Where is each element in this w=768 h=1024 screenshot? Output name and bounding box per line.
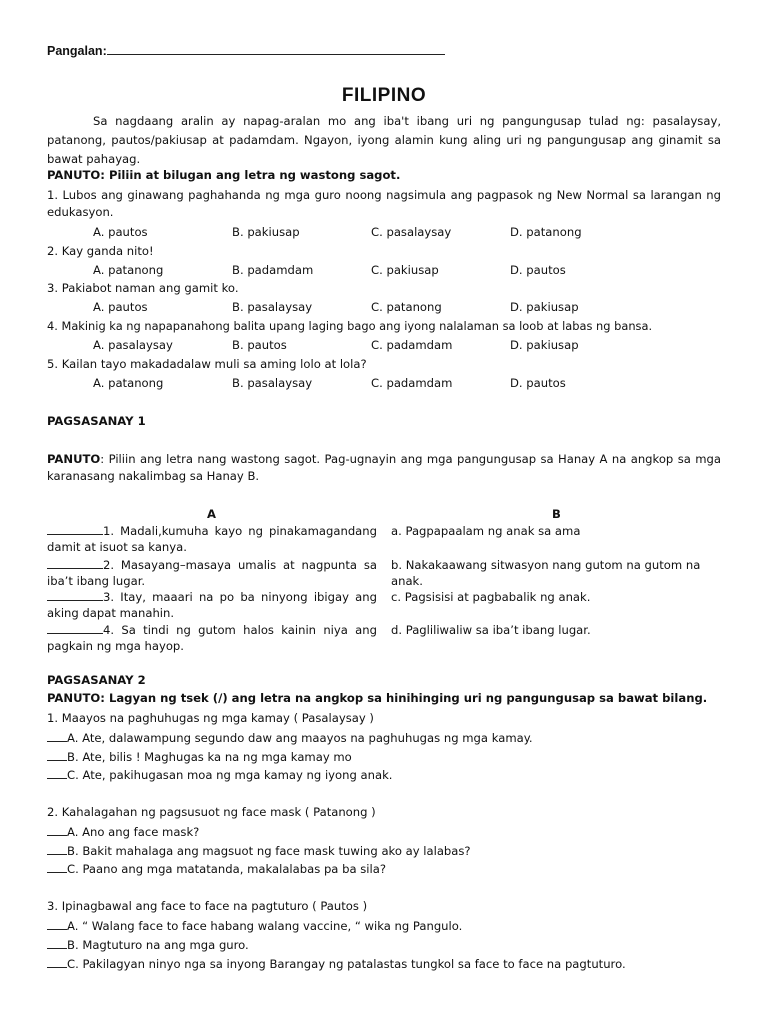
quiz-q1-option-d[interactable]: D. patanong [510, 225, 582, 239]
choice-text: B. Bakit mahalaga ang magsuot ng face mask tuwing ako ay lalabas? [67, 844, 471, 858]
quiz-directions: PANUTO: Piliin at bilugan ang letra ng wastong sagot. [47, 168, 401, 182]
quiz-q1-options [47, 225, 721, 244]
p2-q1-choice-b[interactable] [47, 749, 352, 764]
pagsasanay1-directions [47, 451, 721, 484]
choice-text: C. Pakilagyan ninyo nga sa inyong Barangay ng patalastas tungkol sa face to face na pagtuturo. [67, 957, 626, 971]
quiz-q5: 5. Kailan tayo makadadalaw muli sa aming lolo at lola? [47, 357, 367, 371]
match-choice-c: c. Pagsisisi at pagbabalik ng anak. [391, 590, 591, 604]
quiz-q4: 4. Makinig ka ng napapanahong balita upang laging bago ang iyong nalalaman sa loob at labas ng bansa. [47, 319, 653, 333]
quiz-q1-option-b[interactable]: B. pakiusap [232, 225, 300, 239]
choice-text: C. Ate, pakihugasan moa ng mga kamay ng iyong anak. [67, 768, 393, 782]
quiz-q2-option-c[interactable]: C. pakiusap [371, 263, 439, 277]
check-blank[interactable] [47, 956, 67, 968]
check-blank[interactable] [47, 730, 67, 742]
quiz-q3-options [47, 300, 721, 319]
match-item-1-text: 1. Madali,kumuha kayo ng pinakamagandang damit at isuot sa kanya. [47, 524, 377, 554]
choice-text: B. Ate, bilis ! Maghugas ka na ng mga kamay mo [67, 750, 352, 764]
quiz-q3-option-b[interactable]: B. pasalaysay [232, 300, 313, 314]
match-choice-b: b. Nakakaawang sitwasyon nang gutom na gutom na anak. [391, 558, 701, 588]
name-label: Pangalan: [47, 44, 107, 58]
quiz-q2-option-a[interactable]: A. patanong [93, 263, 164, 277]
name-field[interactable] [47, 44, 445, 58]
quiz-q4-option-c[interactable]: C. padamdam [371, 338, 453, 352]
p2-q2: 2. Kahalagahan ng pagsusuot ng face mask ( Patanong ) [47, 805, 376, 819]
p2-q3: 3. Ipinagbawal ang face to face na pagtuturo ( Pautos ) [47, 899, 368, 913]
quiz-q3-option-d[interactable]: D. pakiusap [510, 300, 579, 314]
quiz-q3-option-a[interactable]: A. pautos [93, 300, 148, 314]
quiz-q4-option-b[interactable]: B. pautos [232, 338, 287, 352]
check-blank[interactable] [47, 767, 67, 779]
quiz-q2-options [47, 263, 721, 282]
pagsasanay2-heading: PAGSASANAY 2 [47, 673, 146, 687]
quiz-q2-option-b[interactable]: B. padamdam [232, 263, 314, 277]
match-item-2-text: 2. Masayang–masaya umalis at nagpunta sa iba’t ibang lugar. [47, 558, 377, 588]
check-blank[interactable] [47, 749, 67, 761]
pagsasanay1-directions-label: PANUTO [47, 452, 101, 466]
match-item-4-text: 4. Sa tindi ng gutom halos kainin niya ang pagkain ng mga hayop. [47, 623, 377, 653]
answer-blank[interactable] [47, 622, 103, 634]
check-blank[interactable] [47, 861, 67, 873]
quiz-q4-option-a[interactable]: A. pasalaysay [93, 338, 173, 352]
check-blank[interactable] [47, 918, 67, 930]
quiz-q5-option-c[interactable]: C. padamdam [371, 376, 453, 390]
match-item-1 [47, 523, 377, 555]
choice-text: A. “ Walang face to face habang walang vaccine, “ wika ng Pangulo. [67, 919, 463, 933]
p2-q3-choice-a[interactable] [47, 918, 462, 933]
match-item-3-text: 3. Itay, maaari na po ba ninyong ibigay ang aking dapat manahin. [47, 590, 377, 620]
match-choice-a: a. Pagpapaalam ng anak sa ama [391, 524, 581, 538]
quiz-q5-option-b[interactable]: B. pasalaysay [232, 376, 313, 390]
pagsasanay1-directions-text: : Piliin ang letra nang wastong sagot. Pag-ugnayin ang mga pangungusap sa Hanay A na angkop sa mga karanasang nakalimbag sa Hanay B. [47, 452, 721, 483]
quiz-q3-option-c[interactable]: C. patanong [371, 300, 442, 314]
pagsasanay1-heading: PAGSASANAY 1 [47, 414, 146, 428]
column-a-header: A [207, 507, 216, 521]
match-item-2 [47, 557, 377, 589]
quiz-q5-option-a[interactable]: A. patanong [93, 376, 164, 390]
check-blank[interactable] [47, 824, 67, 836]
answer-blank[interactable] [47, 589, 103, 601]
p2-q3-choice-c[interactable] [47, 956, 626, 971]
quiz-q5-options [47, 376, 721, 395]
p2-q2-choice-b[interactable] [47, 843, 471, 858]
quiz-q1-option-c[interactable]: C. pasalaysay [371, 225, 452, 239]
pagsasanay2-directions: PANUTO: Lagyan ng tsek (/) ang letra na angkop sa hinihinging uri ng pangungusap sa bawat bilang. [47, 691, 708, 705]
check-blank[interactable] [47, 843, 67, 855]
match-choice-d: d. Pagliliwaliw sa iba’t ibang lugar. [391, 623, 591, 637]
quiz-q2-option-d[interactable]: D. pautos [510, 263, 566, 277]
choice-text: B. Magtuturo na ang mga guro. [67, 938, 249, 952]
quiz-q1-option-a[interactable]: A. pautos [93, 225, 148, 239]
answer-blank[interactable] [47, 557, 103, 569]
quiz-q4-options [47, 338, 721, 357]
quiz-q1: 1. Lubos ang ginawang paghahanda ng mga guro noong nagsimula ang pagpasok ng New Normal sa larangan ng edukasyon. [47, 188, 721, 219]
quiz-q2: 2. Kay ganda nito! [47, 244, 154, 258]
page-title: FILIPINO [341, 85, 427, 106]
name-blank-line[interactable] [107, 44, 445, 55]
choice-text: A. Ate, dalawampung segundo daw ang maayos na paghuhugas ng mga kamay. [67, 731, 533, 745]
p2-q1: 1. Maayos na paghuhugas ng mga kamay ( Pasalaysay ) [47, 711, 374, 725]
choice-text: A. Ano ang face mask? [67, 825, 200, 839]
p2-q1-choice-a[interactable] [47, 730, 533, 745]
intro-paragraph: Sa nagdaang aralin ay napag-aralan mo ang iba't ibang uri ng pangungusap tulad ng: pasalaysay, patanong, pautos/pakiusap at padamdam. Ngayon, iyong alamin kung aling uri ng pangungusap ang ginamit sa bawat pahayag. [47, 114, 721, 166]
check-blank[interactable] [47, 937, 67, 949]
quiz-q5-option-d[interactable]: D. pautos [510, 376, 566, 390]
match-item-4 [47, 622, 377, 654]
quiz-q3: 3. Pakiabot naman ang gamit ko. [47, 281, 239, 295]
p2-q2-choice-a[interactable] [47, 824, 199, 839]
choice-text: C. Paano ang mga matatanda, makalalabas pa ba sila? [67, 862, 386, 876]
p2-q3-choice-b[interactable] [47, 937, 249, 952]
column-b-header: B [552, 507, 561, 521]
p2-q1-choice-c[interactable] [47, 767, 392, 782]
p2-q2-choice-c[interactable] [47, 861, 386, 876]
match-item-3 [47, 589, 377, 621]
answer-blank[interactable] [47, 523, 103, 535]
quiz-q4-option-d[interactable]: D. pakiusap [510, 338, 579, 352]
